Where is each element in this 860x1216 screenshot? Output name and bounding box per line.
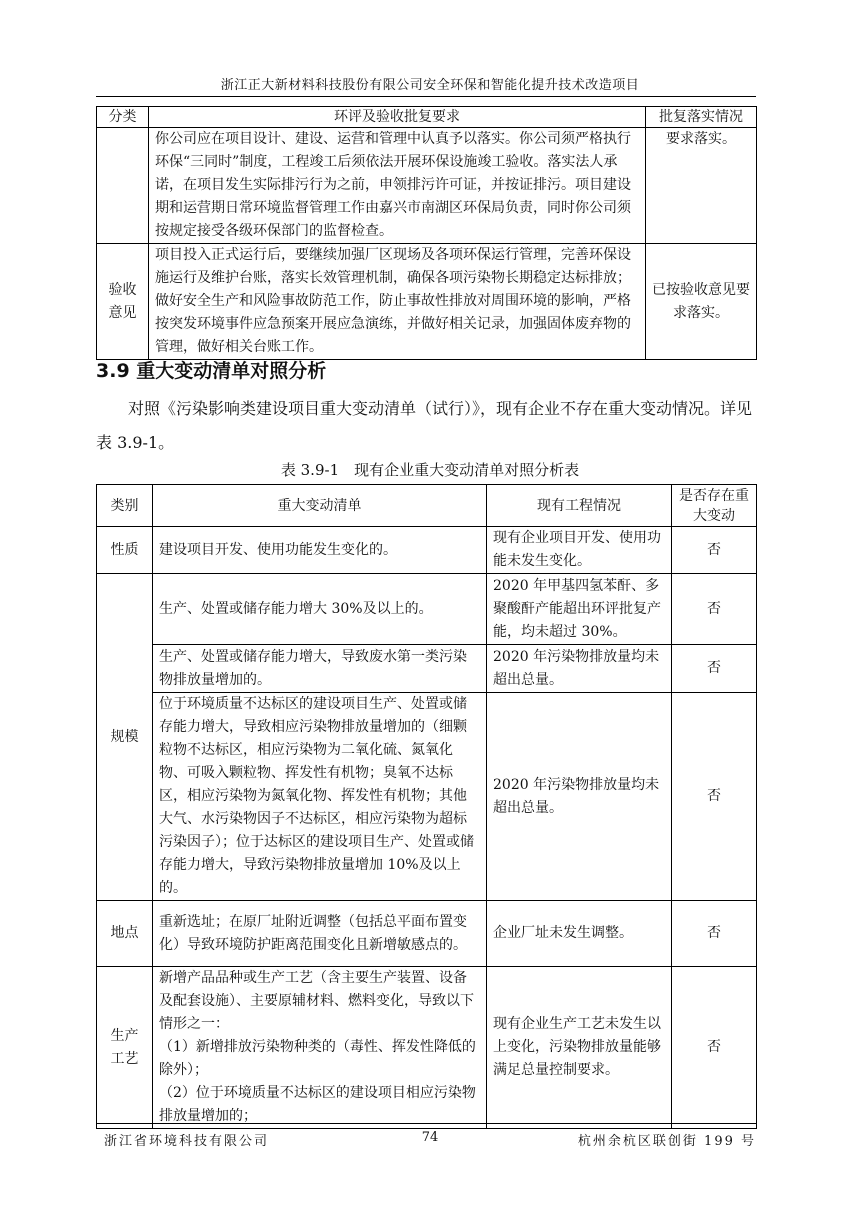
column-header: 分类	[97, 107, 149, 128]
footer-address: 杭州余杭区联创街 199 号	[577, 1134, 756, 1149]
category-cell: 性质	[97, 527, 153, 574]
result-cell: 否	[672, 967, 757, 1129]
status-cell: 要求落实。	[646, 128, 757, 244]
running-header: 浙江正大新材料科技股份有限公司安全环保和智能化提升技术改造项目	[220, 78, 640, 93]
table-row	[97, 244, 757, 360]
column-header: 重大变动清单	[153, 485, 487, 527]
checklist-item-cell: 重新选址；在原厂址附近调整（包括总平面布置变化）导致环境防护距离范围变化且新增敏感点的。	[153, 901, 487, 967]
result-cell: 否	[672, 693, 757, 901]
checklist-subitem: （2）位于环境质量不达标区的建设项目相应污染物排放量增加的；	[159, 1085, 476, 1124]
approval-requirements-table	[96, 106, 757, 360]
result-cell: 否	[672, 645, 757, 693]
category-cell	[97, 967, 153, 1129]
table-header-row	[97, 485, 757, 527]
footer-rule	[96, 1123, 756, 1124]
table-row	[97, 574, 757, 645]
checklist-intro: 新增产品品种或生产工艺（含主要生产装置、设备及配套设施）、主要原辅材料、燃料变化，导致以下情形之一：	[159, 970, 474, 1032]
requirement-cell: 你公司应在项目设计、建设、运营和管理中认真予以落实。你公司须严格执行环保“三同时”制度，工程竣工后须依法开展环保设施竣工验收。落实法人承诺，在项目发生实际排污行为之前，申领排污许可证，并按证排污。项目建设期和运营期日常环境监督管理工作由嘉兴市南湖区环保局负责，同时你公司须按规定接受各级环保部门的监督检查。	[149, 128, 646, 244]
category-cell: 规模	[97, 574, 153, 901]
body-paragraph: 对照《污染影响类建设项目重大变动清单（试行）》，现有企业不存在重大变动情况。详见表 3.9-1。	[96, 399, 753, 452]
checklist-item-cell: 生产、处置或储存能力增大 30%及以上的。	[153, 574, 487, 645]
category-cell: 地点	[97, 901, 153, 967]
footer-company: 浙江省环境科技有限公司	[104, 1134, 270, 1149]
situation-cell: 现有企业项目开发、使用功能未发生变化。	[487, 527, 672, 574]
checklist-subitem: （1）新增排放污染物种类的（毒性、挥发性降低的除外）；	[159, 1039, 476, 1078]
checklist-item-cell	[153, 967, 487, 1129]
status-cell: 已按验收意见要求落实。	[646, 244, 757, 360]
checklist-item-cell: 建设项目开发、使用功能发生变化的。	[153, 527, 487, 574]
table-row	[97, 645, 757, 693]
situation-cell: 2020 年污染物排放量均未超出总量。	[487, 693, 672, 901]
checklist-item-cell: 生产、处置或储存能力增大，导致废水第一类污染物排放量增加的。	[153, 645, 487, 693]
column-header: 批复落实情况	[646, 107, 757, 128]
table-caption: 表 3.9-1 现有企业重大变动清单对照分析表	[280, 461, 580, 479]
column-header: 是否存在重大变动	[672, 485, 757, 527]
table-header-row	[97, 107, 757, 128]
category-cell: 验收意见	[97, 244, 149, 360]
column-header: 现有工程情况	[487, 485, 672, 527]
result-cell: 否	[672, 901, 757, 967]
situation-cell: 企业厂址未发生调整。	[487, 901, 672, 967]
header-rule	[96, 96, 756, 97]
column-header: 环评及验收批复要求	[149, 107, 646, 128]
checklist-item-cell: 位于环境质量不达标区的建设项目生产、处置或储存能力增大，导致相应污染物排放量增加的（细颗粒物不达标区，相应污染物为二氧化硫、氮氧化物、可吸入颗粒物、挥发性有机物；臭氧不达标区，相应污染物为氮氧化物、挥发性有机物；其他大气、水污染物因子不达标区，相应污染物为超标污染因子）；位于达标区的建设项目生产、处置或储存能力增大，导致污染物排放量增加 10%及以上的。	[153, 693, 487, 901]
result-cell: 否	[672, 527, 757, 574]
section-heading: 3.9 重大变动清单对照分析	[96, 360, 327, 382]
table-row	[97, 901, 757, 967]
category-label: 生产工艺	[110, 1027, 139, 1067]
table-row	[97, 128, 757, 244]
situation-cell: 现有企业生产工艺未发生以上变化，污染物排放量能够满足总量控制要求。	[487, 967, 672, 1129]
page-number: 74	[421, 1130, 439, 1145]
table-row	[97, 693, 757, 901]
result-cell: 否	[672, 574, 757, 645]
major-change-table	[96, 484, 757, 1129]
situation-cell: 2020 年甲基四氢苯酐、多聚酸酐产能超出环评批复产能，均未超过 30%。	[487, 574, 672, 645]
column-header: 类别	[97, 485, 153, 527]
category-cell	[97, 128, 149, 244]
requirement-cell: 项目投入正式运行后，要继续加强厂区现场及各项环保运行管理，完善环保设施运行及维护台账，落实长效管理机制，确保各项污染物长期稳定达标排放；做好安全生产和风险事故防范工作，防止事故性排放对周围环境的影响，严格按突发环境事件应急预案开展应急演练，并做好相关记录，加强固体废弃物的管理，做好相关台账工作。	[149, 244, 646, 360]
table-row	[97, 967, 757, 1129]
table-row	[97, 527, 757, 574]
situation-cell: 2020 年污染物排放量均未超出总量。	[487, 645, 672, 693]
